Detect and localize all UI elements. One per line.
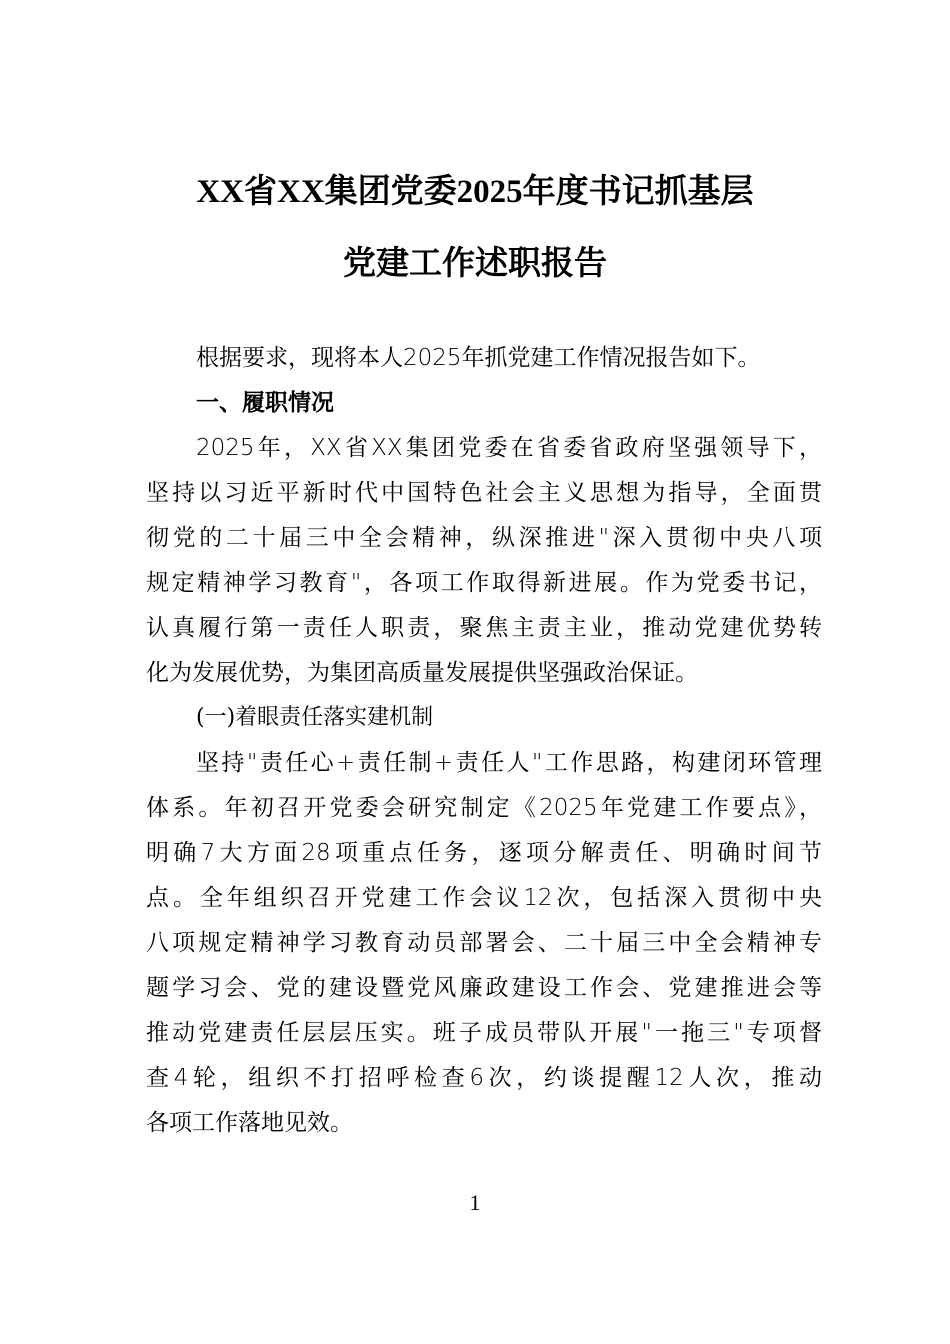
document-title-line-1: XX省XX集团党委2025年度书记抓基层	[196, 174, 754, 210]
paragraph-line: 八项规定精神学习教育动员部署会、二十届三中全会精神专	[146, 930, 822, 956]
paragraph-line: 坚持以习近平新时代中国特色社会主义思想为指导，全面贯	[146, 480, 822, 506]
paragraph-line: 各项工作落地见效。	[146, 1110, 353, 1136]
paragraph-line: 明确7大方面28项重点任务，逐项分解责任、明确时间节	[146, 840, 822, 866]
section-heading-1: 一、履职情况	[196, 390, 334, 416]
paragraph-line: 推动党建责任层层压实。班子成员带队开展"一拖三"专项督	[146, 1020, 822, 1046]
paragraph-line: 体系。年初召开党委会研究制定《2025年党建工作要点》，	[146, 795, 822, 821]
paragraph-line: 题学习会、党的建设暨党风廉政建设工作会、党建推进会等	[146, 975, 822, 1001]
subsection-heading-1: (一)着眼责任落实建机制	[196, 705, 434, 730]
paragraph-line: 化为发展优势，为集团高质量发展提供坚强政治保证。	[146, 660, 698, 686]
paragraph-line: 2025年，XX省XX集团党委在省委省政府坚强领导下，	[196, 435, 822, 461]
page-number: 1	[469, 1190, 481, 1215]
paragraph-line: 查4轮，组织不打招呼检查6次，约谈提醒12人次，推动	[146, 1065, 822, 1091]
paragraph-line: 规定精神学习教育"，各项工作取得新进展。作为党委书记，	[146, 570, 822, 596]
document-title-line-2: 党建工作述职报告	[343, 246, 607, 282]
paragraph-line: 认真履行第一责任人职责，聚焦主责主业，推动党建优势转	[146, 615, 822, 641]
paragraph-line: 坚持"责任心+责任制+责任人"工作思路，构建闭环管理	[196, 750, 822, 776]
paragraph-line: 点。全年组织召开党建工作会议12次，包括深入贯彻中央	[146, 885, 822, 911]
intro-paragraph: 根据要求，现将本人2025年抓党建工作情况报告如下。	[196, 345, 761, 371]
paragraph-line: 彻党的二十届三中全会精神，纵深推进"深入贯彻中央八项	[146, 525, 822, 551]
